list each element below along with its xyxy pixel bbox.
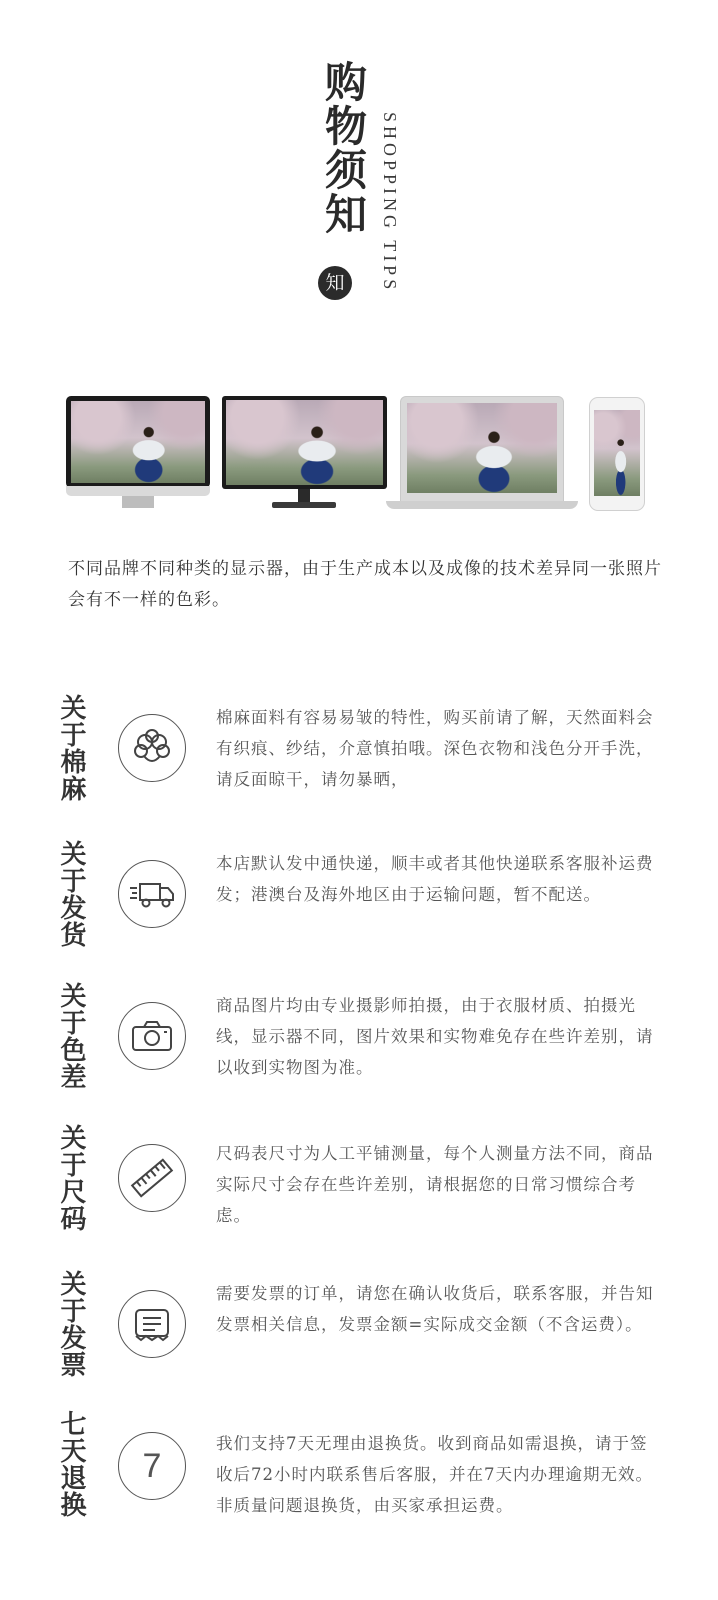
imac-display [66,396,210,488]
section-text-cotton: 棉麻面料有容易易皱的特性，购买前请了解，天然面料会有织痕、纱结，介意慎拍哦。深色衣物和浅色分开手洗，请反面晾干，请勿暴晒， [216,708,654,789]
monitor-display [222,396,387,489]
cotton-icon [118,714,186,782]
section-heading-cotton: 关于棉麻 [56,694,86,802]
page-subtitle-en: SHOPPING TIPS [380,112,400,294]
section-text-size: 尺码表尺寸为人工平铺测量，每个人测量方法不同，商品实际尺寸会存在些许差别，请根据您的日常习惯综合考虑。 [216,1144,654,1225]
section-text-delivery: 本店默认发中通快递，顺丰或者其他快递联系客服补运费发；港澳台及海外地区由于运输问题，暂不配送。 [216,854,654,904]
camera-icon [118,1002,186,1070]
section-text-color: 商品图片均由专业摄影师拍摄，由于衣服材质、拍摄光线，显示器不同，图片效果和实物难免存在些许差别，请以收到实物图为准。 [216,996,654,1077]
section-heading-size: 关于尺码 [56,1124,86,1232]
display-disclaimer: 不同品牌不同种类的显示器，由于生产成本以及成像的技术差异同一张照片会有不一样的色彩。 [68,559,662,610]
monitor-base [272,502,336,508]
model-photo [407,403,557,493]
model-photo [594,410,640,496]
page-title: 购物须知 [319,60,368,236]
monitor-stand [298,489,310,503]
model-photo [71,401,205,483]
section-heading-returns: 七天退换 [56,1410,86,1518]
title-badge: 知 [318,266,352,300]
laptop-base [386,501,578,509]
imac-stand [122,496,154,508]
section-text-returns: 我们支持7天无理由退换货。收到商品如需退换，请于签收后72小时内联系售后客服，并在7天内办理逾期无效。非质量问题退换货，由买家承担运费。 [216,1434,653,1515]
invoice-icon [118,1290,186,1358]
imac-chin [66,486,210,496]
delivery-truck-icon [118,860,186,928]
model-photo [226,400,383,485]
section-heading-color: 关于色差 [56,982,86,1090]
ruler-icon [118,1144,186,1212]
section-heading-invoice: 关于发票 [56,1270,86,1378]
section-text-invoice: 需要发票的订单，请您在确认收货后，联系客服，并告知发票相关信息，发票金额=实际成交金额（不含运费）。 [216,1284,654,1334]
seven-days-number: 7 [142,1446,162,1485]
phone-display [589,397,645,511]
section-heading-delivery: 关于发货 [56,840,86,948]
seven-days-icon [118,1432,186,1500]
laptop-display [400,396,564,502]
